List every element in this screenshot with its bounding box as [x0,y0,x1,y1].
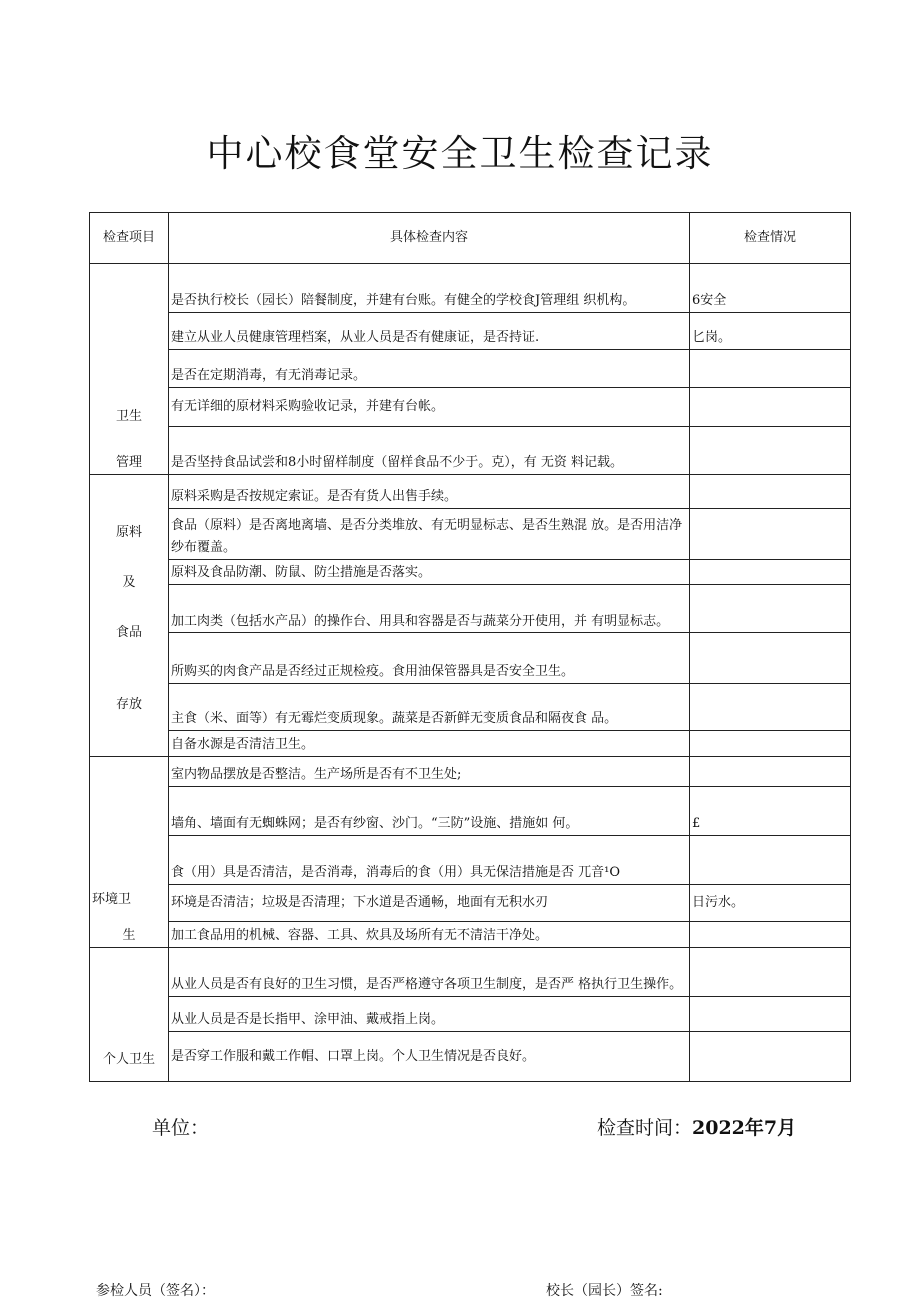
check-content: 食品（原料）是否离地离墙、是否分类堆放、有无明显标志、是否生熟混 放。是否用洁净纱布覆盖。 [169,509,690,560]
check-content: 是否执行校长（园长）陪餐制度，并建有台账。有健全的学校食J管理组 织机构。 [169,264,690,313]
check-status[interactable] [690,948,851,997]
table-row [90,885,851,922]
category-line: 个人卫生 [102,1052,155,1067]
header-content: 具体检查内容 [169,213,690,264]
check-content: 建立从业人员健康管理档案，从业人员是否有健康证，是否持证. [169,313,690,350]
category-line: 食品 [115,625,142,640]
check-content: 原料及食品防潮、防鼠、防尘措施是否落实。 [169,560,690,585]
check-content: 从业人员是否有良好的卫生习惯，是否严格遵守各项卫生制度，是否严 格执行卫生操作。 [169,948,690,997]
check-status[interactable] [690,509,851,560]
check-status[interactable] [690,633,851,684]
table-row [90,264,851,313]
check-status[interactable] [690,350,851,388]
check-content: 是否坚持食品试尝和8小时留样制度（留样食品不少于。克），有 无资 料记载。 [169,427,690,475]
unit-field [152,1113,209,1140]
category-raw-material-storage [90,475,169,757]
check-status[interactable] [690,388,851,427]
check-content: 加工食品用的机械、容器、工具、炊具及场所有无不清洁干净处。 [169,922,690,948]
table-row [90,313,851,350]
check-status[interactable] [690,427,851,475]
category-personal-hygiene [90,948,169,1082]
table-row [90,997,851,1032]
check-content: 自备水源是否清洁卫生。 [169,731,690,757]
check-status[interactable] [690,1032,851,1082]
check-content: 是否穿工作服和戴工作帽、口罩上岗。个人卫生情况是否良好。 [169,1032,690,1082]
inspection-time-value: 2022年7月 [692,1117,797,1139]
table-row [90,427,851,475]
inspection-table [89,212,851,1082]
check-content: 原料采购是否按规定索证。是否有货人出售手续。 [169,475,690,509]
table-row [90,787,851,836]
category-line: 环境卫 [92,892,132,907]
check-status[interactable] [690,836,851,885]
category-line: 及 [122,575,136,590]
check-status[interactable] [690,757,851,787]
table-row [90,633,851,684]
table-row [90,836,851,885]
table-row [90,560,851,585]
check-content: 是否在定期消毒，有无消毒记录。 [169,350,690,388]
inspectors-signature: 参检人员（签名）： [96,1283,215,1299]
header-item: 检查项目 [90,213,169,264]
check-status[interactable] [690,731,851,757]
check-content: 有无详细的原材料采购验收记录，并建有台帐。 [169,388,690,427]
table-row [90,948,851,997]
check-content: 主食（米、面等）有无霉烂变质现象。蔬菜是否新鲜无变质食品和隔夜食 品。 [169,684,690,731]
check-content: 所购买的肉食产品是否经过正规检疫。食用油保管器具是否安全卫生。 [169,633,690,684]
category-line: 管理 [115,455,142,470]
inspection-time-label: 检查时间： [597,1117,693,1139]
header-row [90,213,851,264]
check-status[interactable] [690,922,851,948]
table-row [90,731,851,757]
page-title: 中心校食堂安全卫生检查记录 [206,131,714,175]
table-row [90,350,851,388]
unit-label: 单位： [152,1117,210,1139]
table-row [90,757,851,787]
check-status[interactable]: 匕岗。 [690,313,851,350]
category-hygiene-management [90,264,169,475]
category-line: 原料 [115,525,142,540]
check-status[interactable]: £ [690,787,851,836]
check-status[interactable]: 日污水。 [690,885,851,922]
header-status: 检查情况 [690,213,851,264]
check-status[interactable] [690,475,851,509]
category-line: 存放 [115,697,142,712]
check-content: 墙角、墙面有无蜘蛛网；是否有纱窗、沙门。“三防”设施、措施如 何。 [169,787,690,836]
check-content: 加工肉类（包括水产品）的操作台、用具和容器是否与蔬菜分开使用，并 有明显标志。 [169,585,690,633]
table-row [90,1032,851,1082]
category-line: 生 [122,928,136,943]
check-content: 室内物品摆放是否整洁。生产场所是否有不卫生处; [169,757,690,787]
principal-signature: 校长（园长）签名: [546,1283,663,1299]
table-row [90,922,851,948]
table-row [90,585,851,633]
check-status[interactable] [690,585,851,633]
table-row [90,509,851,560]
check-status[interactable]: 6安全 [690,264,851,313]
check-content: 从业人员是否是长指甲、涂甲油、戴戒指上岗。 [169,997,690,1032]
check-content: 食（用）具是否清洁，是否消毒，消毒后的食（用）具无保洁措施是否 兀音¹O [169,836,690,885]
table-row [90,684,851,731]
check-status[interactable] [690,560,851,585]
check-status[interactable] [690,684,851,731]
check-status[interactable] [690,997,851,1032]
inspection-time-field [597,1113,796,1140]
check-content: 环境是否清洁；垃圾是否清理；下水道是否通畅，地面有无积水刃 [169,885,690,922]
table-row [90,388,851,427]
category-line: 卫生 [115,409,142,424]
category-environment-hygiene [90,757,169,948]
table-row [90,475,851,509]
